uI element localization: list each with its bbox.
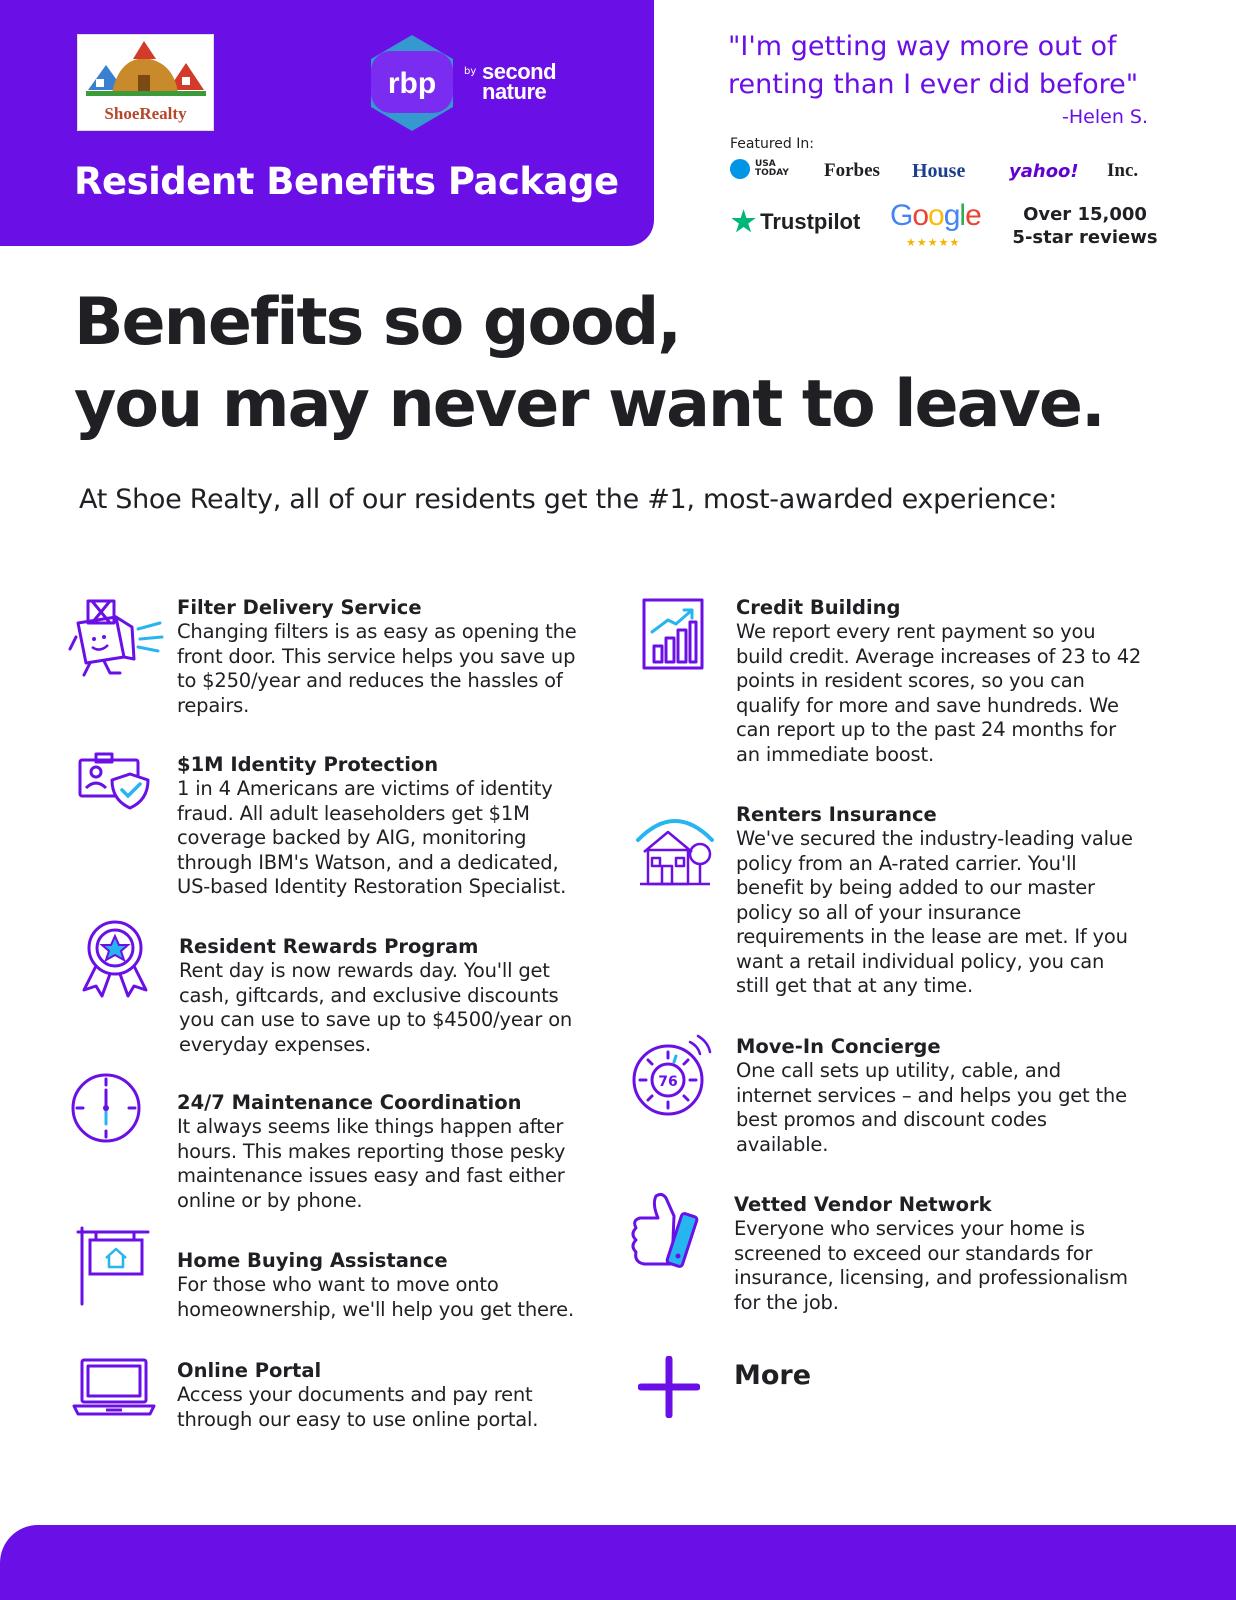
description-line: One call sets up utility, cable, and (736, 1059, 1061, 1082)
description-line: to $250/year and reduces the hassles of (177, 669, 563, 692)
usa-today-text: USA TODAY (755, 159, 789, 178)
description-line: internet services – and helps you get the (736, 1083, 1127, 1107)
reviews-count (1010, 203, 1160, 249)
benefit-description (736, 827, 1176, 999)
description-line: We've secured the industry-leading value (736, 827, 1133, 850)
description-line: We report every rent payment so you (736, 620, 1096, 643)
description-line: best promos and discount codes (736, 1108, 1047, 1131)
footer-band (0, 1525, 1236, 1600)
benefit-move-in-concierge (736, 1034, 1176, 1157)
description-line: repairs. (177, 693, 250, 717)
description-line: policy so all of your insurance (736, 900, 1022, 924)
trustpilot-star-icon: ★ (731, 206, 757, 237)
description-line: insurance, licensing, and professionalism (734, 1266, 1128, 1289)
thermostat-reading: 76 (658, 1074, 678, 1090)
description-line: available. (736, 1132, 829, 1156)
benefit-credit-building (736, 595, 1176, 767)
trustpilot-text: Trustpilot (760, 209, 861, 234)
description-line: can report up to the past 24 months for (736, 718, 1116, 741)
forbes-logo: Forbes (824, 160, 880, 181)
benefit-title: $1M Identity Protection (177, 753, 439, 776)
benefit-title: Home Buying Assistance (177, 1249, 448, 1272)
rbp-mark: rbp (387, 67, 437, 100)
description-line: through our easy to use online portal. (177, 1407, 539, 1431)
yahoo-logo: yahoo! (1009, 161, 1079, 182)
benefit-title: Online Portal (177, 1359, 322, 1382)
usa-today-dot-icon (730, 159, 750, 179)
plus-icon (638, 1356, 700, 1418)
description-line: through IBM's Watson, and a dedicated, (177, 850, 559, 874)
home-sign-icon (76, 1226, 150, 1306)
description-line: benefit by being added to our master (736, 876, 1095, 899)
description-line: homeownership, we'll help you get there. (177, 1297, 574, 1321)
description-line: hours. This makes reporting those pesky (177, 1139, 566, 1163)
benefit-home-buying (177, 1248, 597, 1322)
thermostat-icon (628, 1034, 714, 1120)
description-line: want a retail individual policy, you can (736, 949, 1105, 973)
google-stars-rating: ★★★★★ (906, 236, 961, 249)
description-line: coverage backed by AIG, monitoring (177, 826, 527, 849)
testimonial-author: -Helen S. (1062, 106, 1148, 128)
benefit-description (736, 620, 1176, 767)
shoe-logo-text: ShoeRealty (104, 104, 187, 123)
benefit-description (177, 1383, 597, 1432)
rbp-logo (367, 33, 457, 137)
benefit-description (177, 1273, 597, 1322)
benefit-description (734, 1217, 1174, 1315)
description-line: an immediate boost. (736, 742, 934, 766)
description-line: online or by phone. (177, 1188, 363, 1212)
benefit-vetted-vendor (734, 1192, 1174, 1315)
description-line: for the job. (734, 1290, 839, 1314)
benefit-filter-delivery (177, 595, 597, 718)
benefit-renters-insurance (736, 802, 1176, 999)
description-line: Access your documents and pay rent (177, 1383, 533, 1406)
description-line: points in resident scores, so you can (736, 669, 1085, 692)
reviews-line-1: Over 15,000 (1023, 204, 1147, 225)
filter-delivery-icon (68, 597, 166, 679)
google-logo: Google (890, 199, 981, 232)
benefit-description (177, 620, 597, 718)
benefit-maintenance (177, 1090, 597, 1213)
description-line: policy from an A-rated carrier. You'll (736, 851, 1077, 875)
identity-shield-icon (78, 752, 154, 812)
house-logo: House (912, 160, 966, 182)
shoe-realty-logo (77, 34, 214, 131)
description-line: Changing filters is as easy as opening the (177, 620, 577, 643)
description-line: It always seems like things happen after (177, 1115, 564, 1138)
second-nature-label: second nature (482, 59, 557, 104)
benefit-title: Filter Delivery Service (177, 596, 422, 619)
insured-house-icon (634, 808, 716, 890)
benefit-title: Vetted Vendor Network (734, 1193, 992, 1216)
benefit-identity-protection (177, 752, 597, 900)
benefit-description (179, 959, 599, 1057)
headline-line-1: Benefits so good, (74, 285, 680, 360)
description-line: cash, giftcards, and exclusive discounts (179, 983, 559, 1007)
usa-today-logo (730, 159, 789, 179)
reviews-line-2: 5-star reviews (1012, 227, 1158, 248)
benefit-title: 24/7 Maintenance Coordination (177, 1091, 522, 1114)
headline-line-2: you may never want to leave. (74, 367, 1104, 442)
trustpilot-logo (731, 206, 861, 237)
description-line: US-based Identity Restoration Specialist. (177, 875, 567, 898)
benefit-title: Renters Insurance (736, 803, 937, 826)
description-line: maintenance issues easy and fast either (177, 1164, 565, 1187)
benefit-description (177, 777, 597, 900)
description-line: Everyone who services your home is (734, 1217, 1085, 1240)
description-line: 1 in 4 Americans are victims of identity (177, 777, 553, 800)
award-ribbon-icon (80, 918, 150, 998)
description-line: Rent day is now rewards day. You'll get (179, 959, 550, 982)
description-line: requirements in the lease are met. If you (736, 925, 1128, 948)
testimonial-quote: "I'm getting way more out of renting than I ever did before" (728, 31, 1139, 100)
benefit-resident-rewards (179, 934, 599, 1057)
shoe-house-illustration (78, 35, 213, 105)
benefit-description (736, 1059, 1176, 1157)
description-line: you can use to save up to $4500/year on (179, 1008, 573, 1031)
description-line: still get that at any time. (736, 974, 973, 997)
description-line: qualify for more and save hundreds. We (736, 693, 1119, 717)
benefit-online-portal (177, 1358, 597, 1432)
benefit-title: Move-In Concierge (736, 1035, 941, 1058)
featured-in-label: Featured In: (730, 136, 814, 152)
thumbs-up-icon (628, 1190, 710, 1272)
inc-logo: Inc. (1107, 160, 1139, 181)
credit-chart-icon (642, 598, 704, 670)
benefit-title: Credit Building (736, 596, 901, 619)
headline (74, 282, 1104, 446)
description-line: fraud. All adult leaseholders get $1M (177, 801, 530, 825)
description-line: front door. This service helps you save up (177, 644, 576, 668)
benefit-description (177, 1115, 597, 1213)
clock-icon (70, 1072, 142, 1144)
more-label: More (734, 1360, 812, 1391)
package-title: Resident Benefits Package (74, 160, 619, 203)
description-line: build credit. Average increases of 23 to 42 (736, 644, 1142, 668)
benefit-title: Resident Rewards Program (179, 935, 479, 958)
description-line: For those who want to move onto (177, 1273, 499, 1296)
intro-text: At Shoe Realty, all of our residents get the #1, most-awarded experience: (79, 484, 1058, 515)
rbp-by-label: by (464, 66, 477, 77)
description-line: everyday expenses. (179, 1032, 371, 1056)
description-line: screened to exceed our standards for (734, 1241, 1093, 1265)
laptop-icon (72, 1356, 156, 1418)
